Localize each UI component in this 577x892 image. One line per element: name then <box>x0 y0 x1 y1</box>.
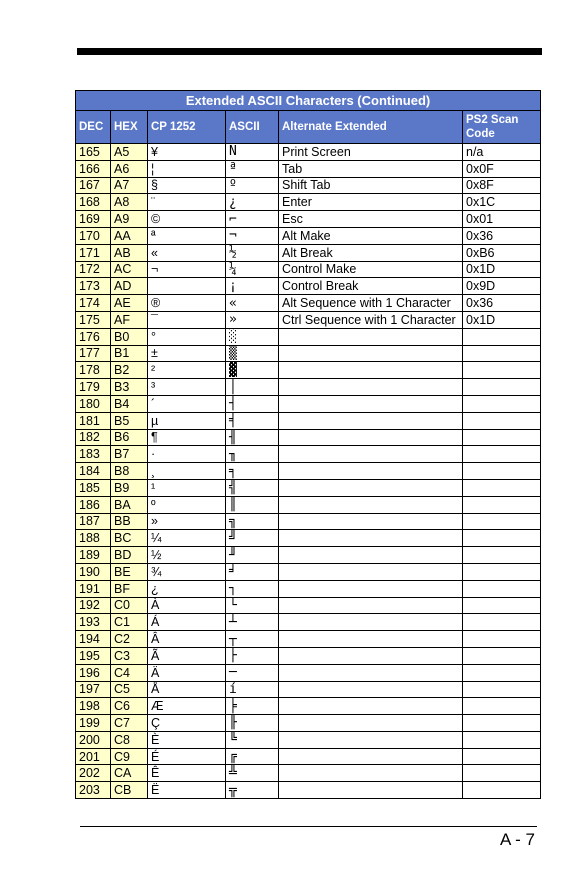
cell-ascii: ╟ <box>226 715 279 732</box>
cell-ps2-scan-code <box>463 479 541 496</box>
cell-ps2-scan-code: 0xB6 <box>463 244 541 261</box>
cell-cp1252: ² <box>148 362 226 379</box>
cell-hex: AA <box>111 227 148 244</box>
cell-alternate-extended: Control Make <box>279 261 463 278</box>
cell-alternate-extended <box>279 765 463 782</box>
cell-ps2-scan-code <box>463 731 541 748</box>
table-row <box>76 244 541 261</box>
cell-alternate-extended: Tab <box>279 160 463 177</box>
cell-alternate-extended <box>279 530 463 547</box>
cell-dec: 180 <box>76 395 111 412</box>
cell-ps2-scan-code <box>463 496 541 513</box>
cell-alternate-extended <box>279 379 463 396</box>
cell-ascii: ╚ <box>226 731 279 748</box>
header-cp1252: CP 1252 <box>148 111 226 144</box>
cell-hex: BD <box>111 547 148 564</box>
cell-ascii: ¡ <box>226 278 279 295</box>
table-row <box>76 295 541 312</box>
cell-ps2-scan-code <box>463 395 541 412</box>
cell-hex: C1 <box>111 614 148 631</box>
cell-dec: 202 <box>76 765 111 782</box>
cell-ps2-scan-code <box>463 715 541 732</box>
cell-cp1252: º <box>148 496 226 513</box>
cell-hex: CA <box>111 765 148 782</box>
cell-cp1252: ¼ <box>148 530 226 547</box>
cell-alternate-extended: Control Break <box>279 278 463 295</box>
cell-hex: AC <box>111 261 148 278</box>
cell-dec: 178 <box>76 362 111 379</box>
table-row <box>76 547 541 564</box>
table-row <box>76 429 541 446</box>
cell-dec: 179 <box>76 379 111 396</box>
cell-hex: B8 <box>111 463 148 480</box>
cell-dec: 201 <box>76 748 111 765</box>
cell-hex: B5 <box>111 412 148 429</box>
table-row <box>76 261 541 278</box>
cell-ascii: ╣ <box>226 479 279 496</box>
cell-ascii: ⌐ <box>226 211 279 228</box>
table-row <box>76 563 541 580</box>
cell-hex: A9 <box>111 211 148 228</box>
cell-hex: AE <box>111 295 148 312</box>
top-rule <box>77 48 542 55</box>
cell-cp1252: § <box>148 177 226 194</box>
cell-cp1252: ¾ <box>148 563 226 580</box>
cell-cp1252: Ê <box>148 765 226 782</box>
cell-ascii: ╢ <box>226 429 279 446</box>
cell-cp1252: ¥ <box>148 144 226 161</box>
cell-dec: 191 <box>76 580 111 597</box>
cell-dec: 196 <box>76 664 111 681</box>
cell-ascii: ╖ <box>226 446 279 463</box>
cell-ascii: ─ <box>226 664 279 681</box>
cell-alternate-extended: Alt Make <box>279 227 463 244</box>
cell-ps2-scan-code <box>463 580 541 597</box>
cell-cp1252: © <box>148 211 226 228</box>
cell-cp1252: Æ <box>148 698 226 715</box>
page-number: A - 7 <box>500 830 535 849</box>
cell-ps2-scan-code: 0x1D <box>463 261 541 278</box>
cell-hex: C6 <box>111 698 148 715</box>
cell-ps2-scan-code <box>463 647 541 664</box>
cell-dec: 165 <box>76 144 111 161</box>
table-row <box>76 765 541 782</box>
cell-cp1252: È <box>148 731 226 748</box>
cell-cp1252: Ã <box>148 647 226 664</box>
cell-alternate-extended <box>279 631 463 648</box>
cell-ps2-scan-code <box>463 429 541 446</box>
cell-cp1252: ¨ <box>148 194 226 211</box>
header-ascii: ASCII <box>226 111 279 144</box>
cell-cp1252: ¿ <box>148 580 226 597</box>
cell-ascii: ╝ <box>226 530 279 547</box>
cell-dec: 171 <box>76 244 111 261</box>
cell-ps2-scan-code <box>463 563 541 580</box>
cell-hex: AB <box>111 244 148 261</box>
cell-ascii: ╔ <box>226 748 279 765</box>
cell-alternate-extended: Esc <box>279 211 463 228</box>
cell-ascii: ┬ <box>226 631 279 648</box>
cell-dec: 176 <box>76 328 111 345</box>
cell-ps2-scan-code <box>463 547 541 564</box>
cell-ascii: » <box>226 311 279 328</box>
cell-ascii: í <box>226 681 279 698</box>
cell-dec: 187 <box>76 513 111 530</box>
cell-ascii: ║ <box>226 496 279 513</box>
cell-hex: BA <box>111 496 148 513</box>
table-row <box>76 328 541 345</box>
cell-ascii: ▓ <box>226 362 279 379</box>
cell-ascii: ╜ <box>226 547 279 564</box>
cell-hex: B3 <box>111 379 148 396</box>
cell-cp1252: ¶ <box>148 429 226 446</box>
cell-ps2-scan-code <box>463 664 541 681</box>
cell-hex: B7 <box>111 446 148 463</box>
cell-cp1252: Ë <box>148 782 226 799</box>
cell-hex: C4 <box>111 664 148 681</box>
cell-cp1252: « <box>148 244 226 261</box>
cell-dec: 181 <box>76 412 111 429</box>
cell-hex: B9 <box>111 479 148 496</box>
table-row <box>76 278 541 295</box>
header-dec: DEC <box>76 111 111 144</box>
cell-ps2-scan-code <box>463 345 541 362</box>
cell-dec: 184 <box>76 463 111 480</box>
table-row <box>76 177 541 194</box>
cell-ps2-scan-code <box>463 446 541 463</box>
cell-hex: BE <box>111 563 148 580</box>
cell-dec: 193 <box>76 614 111 631</box>
cell-alternate-extended <box>279 782 463 799</box>
cell-hex: BF <box>111 580 148 597</box>
header-alternate-extended: Alternate Extended <box>279 111 463 144</box>
cell-hex: BB <box>111 513 148 530</box>
table-row <box>76 698 541 715</box>
table-row <box>76 160 541 177</box>
cell-dec: 188 <box>76 530 111 547</box>
header-ps2-scan-code: PS2 Scan Code <box>463 111 541 144</box>
cell-alternate-extended <box>279 463 463 480</box>
cell-dec: 168 <box>76 194 111 211</box>
cell-dec: 190 <box>76 563 111 580</box>
cell-alternate-extended <box>279 496 463 513</box>
cell-alternate-extended <box>279 429 463 446</box>
cell-dec: 203 <box>76 782 111 799</box>
cell-cp1252: ´ <box>148 395 226 412</box>
cell-hex: AD <box>111 278 148 295</box>
cell-dec: 194 <box>76 631 111 648</box>
cell-ascii: ╞ <box>226 698 279 715</box>
cell-ps2-scan-code <box>463 597 541 614</box>
cell-dec: 186 <box>76 496 111 513</box>
table-row <box>76 681 541 698</box>
cell-ascii: ¿ <box>226 194 279 211</box>
cell-hex: C0 <box>111 597 148 614</box>
cell-cp1252: ® <box>148 295 226 312</box>
table-row <box>76 496 541 513</box>
cell-ascii: ╩ <box>226 765 279 782</box>
cell-alternate-extended <box>279 715 463 732</box>
cell-cp1252: Å <box>148 681 226 698</box>
table-row <box>76 715 541 732</box>
cell-ps2-scan-code: 0x1C <box>463 194 541 211</box>
cell-ps2-scan-code <box>463 530 541 547</box>
cell-ps2-scan-code <box>463 765 541 782</box>
cell-alternate-extended: Alt Sequence with 1 Character <box>279 295 463 312</box>
cell-hex: C2 <box>111 631 148 648</box>
cell-dec: 189 <box>76 547 111 564</box>
cell-ascii: Ñ <box>226 144 279 161</box>
cell-dec: 169 <box>76 211 111 228</box>
cell-ascii: « <box>226 295 279 312</box>
cell-ps2-scan-code <box>463 379 541 396</box>
cell-ps2-scan-code <box>463 681 541 698</box>
cell-dec: 192 <box>76 597 111 614</box>
cell-cp1252: µ <box>148 412 226 429</box>
cell-ascii: ┴ <box>226 614 279 631</box>
cell-ps2-scan-code <box>463 412 541 429</box>
cell-alternate-extended <box>279 412 463 429</box>
cell-dec: 166 <box>76 160 111 177</box>
cell-alternate-extended <box>279 513 463 530</box>
cell-dec: 172 <box>76 261 111 278</box>
cell-dec: 173 <box>76 278 111 295</box>
cell-hex: C5 <box>111 681 148 698</box>
cell-hex: C7 <box>111 715 148 732</box>
cell-dec: 197 <box>76 681 111 698</box>
cell-alternate-extended <box>279 614 463 631</box>
cell-ascii: ┤ <box>226 395 279 412</box>
cell-alternate-extended <box>279 647 463 664</box>
cell-cp1252: Ç <box>148 715 226 732</box>
cell-alternate-extended <box>279 597 463 614</box>
cell-alternate-extended: Alt Break <box>279 244 463 261</box>
cell-hex: A6 <box>111 160 148 177</box>
cell-ps2-scan-code <box>463 748 541 765</box>
cell-dec: 199 <box>76 715 111 732</box>
cell-cp1252 <box>148 278 226 295</box>
cell-alternate-extended <box>279 563 463 580</box>
table-row <box>76 631 541 648</box>
cell-ps2-scan-code: 0x36 <box>463 227 541 244</box>
cell-hex: B4 <box>111 395 148 412</box>
cell-dec: 198 <box>76 698 111 715</box>
cell-cp1252: · <box>148 446 226 463</box>
cell-cp1252: Á <box>148 614 226 631</box>
cell-cp1252: Ä <box>148 664 226 681</box>
cell-ascii: ½ <box>226 244 279 261</box>
cell-dec: 185 <box>76 479 111 496</box>
cell-alternate-extended <box>279 731 463 748</box>
cell-ascii: ¬ <box>226 227 279 244</box>
table-row <box>76 463 541 480</box>
cell-cp1252: ± <box>148 345 226 362</box>
cell-ps2-scan-code: n/a <box>463 144 541 161</box>
table-row <box>76 194 541 211</box>
cell-cp1252: ° <box>148 328 226 345</box>
table-row <box>76 647 541 664</box>
cell-ps2-scan-code <box>463 362 541 379</box>
cell-hex: C9 <box>111 748 148 765</box>
cell-alternate-extended <box>279 681 463 698</box>
cell-ps2-scan-code <box>463 614 541 631</box>
cell-cp1252: ª <box>148 227 226 244</box>
cell-ascii: ª <box>226 160 279 177</box>
table-row <box>76 362 541 379</box>
cell-hex: C8 <box>111 731 148 748</box>
cell-hex: B1 <box>111 345 148 362</box>
cell-hex: A7 <box>111 177 148 194</box>
cell-ascii: ╕ <box>226 463 279 480</box>
cell-cp1252: ¦ <box>148 160 226 177</box>
cell-alternate-extended <box>279 698 463 715</box>
cell-ps2-scan-code: 0x8F <box>463 177 541 194</box>
cell-ascii: └ <box>226 597 279 614</box>
cell-cp1252: ¹ <box>148 479 226 496</box>
cell-cp1252: À <box>148 597 226 614</box>
cell-ps2-scan-code: 0x9D <box>463 278 541 295</box>
cell-ascii: ╛ <box>226 563 279 580</box>
cell-alternate-extended: Print Screen <box>279 144 463 161</box>
table-row <box>76 580 541 597</box>
cell-ps2-scan-code <box>463 463 541 480</box>
cell-cp1252: » <box>148 513 226 530</box>
header-hex: HEX <box>111 111 148 144</box>
table-row <box>76 144 541 161</box>
cell-alternate-extended: Shift Tab <box>279 177 463 194</box>
cell-ascii: ┐ <box>226 580 279 597</box>
cell-cp1252: ¯ <box>148 311 226 328</box>
table-title: Extended ASCII Characters (Continued) <box>76 91 541 111</box>
cell-dec: 174 <box>76 295 111 312</box>
cell-ascii: ╦ <box>226 782 279 799</box>
cell-hex: BC <box>111 530 148 547</box>
cell-alternate-extended: Enter <box>279 194 463 211</box>
cell-alternate-extended <box>279 345 463 362</box>
cell-ps2-scan-code: 0x1D <box>463 311 541 328</box>
table-row <box>76 311 541 328</box>
cell-ascii: ▒ <box>226 345 279 362</box>
cell-ascii: º <box>226 177 279 194</box>
cell-cp1252: ¸ <box>148 463 226 480</box>
table-row <box>76 748 541 765</box>
cell-dec: 195 <box>76 647 111 664</box>
cell-alternate-extended <box>279 395 463 412</box>
table-row <box>76 395 541 412</box>
cell-dec: 200 <box>76 731 111 748</box>
cell-alternate-extended: Ctrl Sequence with 1 Character <box>279 311 463 328</box>
cell-hex: B2 <box>111 362 148 379</box>
table-row <box>76 446 541 463</box>
cell-hex: AF <box>111 311 148 328</box>
cell-ps2-scan-code <box>463 782 541 799</box>
cell-cp1252: ½ <box>148 547 226 564</box>
cell-ascii: ╗ <box>226 513 279 530</box>
cell-ps2-scan-code: 0x01 <box>463 211 541 228</box>
extended-ascii-table <box>75 90 541 799</box>
cell-hex: B6 <box>111 429 148 446</box>
cell-hex: CB <box>111 782 148 799</box>
table-row <box>76 513 541 530</box>
cell-dec: 177 <box>76 345 111 362</box>
table-row <box>76 211 541 228</box>
cell-hex: C3 <box>111 647 148 664</box>
cell-alternate-extended <box>279 446 463 463</box>
cell-ps2-scan-code <box>463 328 541 345</box>
cell-alternate-extended <box>279 328 463 345</box>
bottom-rule <box>80 826 537 827</box>
cell-alternate-extended <box>279 664 463 681</box>
cell-ps2-scan-code <box>463 698 541 715</box>
table-row <box>76 530 541 547</box>
cell-dec: 183 <box>76 446 111 463</box>
table-row <box>76 479 541 496</box>
cell-dec: 170 <box>76 227 111 244</box>
cell-dec: 175 <box>76 311 111 328</box>
cell-cp1252: É <box>148 748 226 765</box>
table-row <box>76 614 541 631</box>
cell-ascii: ¼ <box>226 261 279 278</box>
table-row <box>76 597 541 614</box>
cell-alternate-extended <box>279 748 463 765</box>
cell-hex: B0 <box>111 328 148 345</box>
cell-ps2-scan-code <box>463 631 541 648</box>
cell-ps2-scan-code <box>463 513 541 530</box>
cell-dec: 167 <box>76 177 111 194</box>
cell-ascii: ├ <box>226 647 279 664</box>
cell-alternate-extended <box>279 479 463 496</box>
cell-ascii: ╡ <box>226 412 279 429</box>
cell-ps2-scan-code: 0x0F <box>463 160 541 177</box>
cell-ascii: ░ <box>226 328 279 345</box>
cell-ps2-scan-code: 0x36 <box>463 295 541 312</box>
cell-alternate-extended <box>279 580 463 597</box>
cell-cp1252: ¬ <box>148 261 226 278</box>
cell-alternate-extended <box>279 547 463 564</box>
table-row <box>76 412 541 429</box>
cell-ascii: │ <box>226 379 279 396</box>
table-row <box>76 345 541 362</box>
table-row <box>76 782 541 799</box>
cell-hex: A8 <box>111 194 148 211</box>
table-row <box>76 227 541 244</box>
table-row <box>76 379 541 396</box>
cell-alternate-extended <box>279 362 463 379</box>
cell-hex: A5 <box>111 144 148 161</box>
cell-cp1252: ³ <box>148 379 226 396</box>
table-row <box>76 731 541 748</box>
table-row <box>76 664 541 681</box>
cell-dec: 182 <box>76 429 111 446</box>
cell-cp1252: Â <box>148 631 226 648</box>
